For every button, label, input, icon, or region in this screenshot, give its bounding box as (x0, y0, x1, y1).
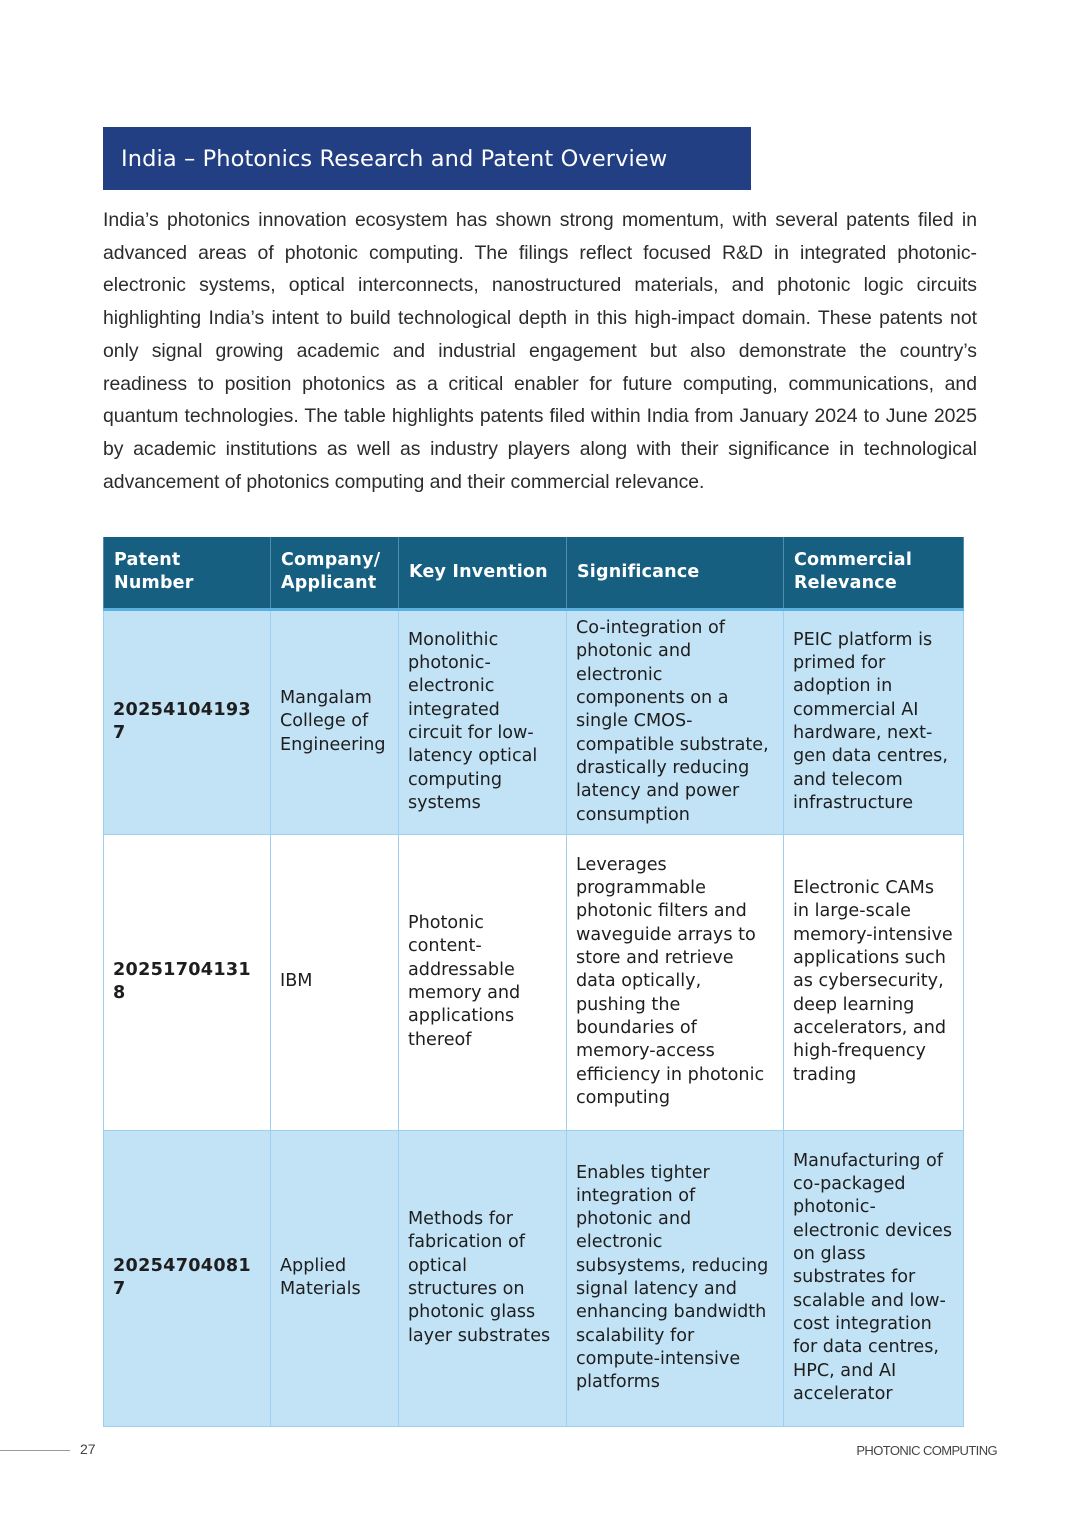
column-header-commercial-relevance: Commercial Relevance (784, 537, 964, 609)
table-row (104, 1130, 964, 1426)
commercial-relevance-cell: Manufacturing of co-packaged photonic-electronic devices on glass substrates for scalable and low-cost integration for data centres, HPC, and AI accelerator (784, 1130, 964, 1426)
column-header-applicant: Company/ Applicant (271, 537, 399, 609)
significance-cell: Leverages programmable photonic filters and waveguide arrays to store and retrieve data optically, pushing the boundaries of memory-access efficiency in photonic computing (567, 834, 784, 1130)
significance-cell: Enables tighter integration of photonic and electronic subsystems, reducing signal latency and enhancing bandwidth scalability for compute-intensive platforms (567, 1130, 784, 1426)
table-row (104, 609, 964, 834)
patent-number-cell: 202541041937 (104, 609, 271, 834)
column-header-patent-number: Patent Number (104, 537, 271, 609)
page-title: India – Photonics Research and Patent Overview (121, 145, 668, 172)
running-title: PHOTONIC COMPUTING (856, 1443, 997, 1458)
patent-number-cell: 202547040817 (104, 1130, 271, 1426)
applicant-cell: Mangalam College of Engineering (271, 609, 399, 834)
commercial-relevance-cell: PEIC platform is primed for adoption in commercial AI hardware, next-gen data centres, and telecom infrastructure (784, 609, 964, 834)
applicant-cell: Applied Materials (271, 1130, 399, 1426)
intro-paragraph: India’s photonics innovation ecosystem has shown strong momentum, with several patents filed in advanced areas of photonic computing. The filings reflect focused R&D in integrated photonic-electronic systems, optical interconnects, nanostructured materials, and photonic logic circuits highlighting India’s intent to build technological depth in this high-impact domain. These patents not only signal growing academic and industrial engagement but also demonstrate the country’s readiness to position photonics as a critical enabler for future computing, communications, and quantum technologies. The table highlights patents filed within India from January 2024 to June 2025 by academic institutions as well as industry players along with their significance in technological advancement of photonics computing and their commercial relevance. (103, 209, 977, 493)
patent-number-cell: 202517041318 (104, 834, 271, 1130)
column-header-significance: Significance (567, 537, 784, 609)
table-header-row (104, 537, 964, 609)
page-number: 27 (80, 1441, 96, 1457)
key-invention-cell: Methods for fabrication of optical structures on photonic glass layer substrates (399, 1130, 567, 1426)
section-title-banner (103, 127, 751, 190)
column-header-key-invention: Key Invention (399, 537, 567, 609)
key-invention-cell: Monolithic photonic-electronic integrated circuit for low-latency optical computing systems (399, 609, 567, 834)
applicant-cell: IBM (271, 834, 399, 1130)
significance-cell: Co-integration of photonic and electronic components on a single CMOS-compatible substrate, drastically reducing latency and power consumption (567, 609, 784, 834)
table-row (104, 834, 964, 1130)
commercial-relevance-cell: Electronic CAMs in large-scale memory-intensive applications such as cybersecurity, deep learning accelerators, and high-frequency trading (784, 834, 964, 1130)
key-invention-cell: Photonic content-addressable memory and applications thereof (399, 834, 567, 1130)
footer-divider (0, 1450, 70, 1451)
patent-table (103, 537, 964, 1427)
